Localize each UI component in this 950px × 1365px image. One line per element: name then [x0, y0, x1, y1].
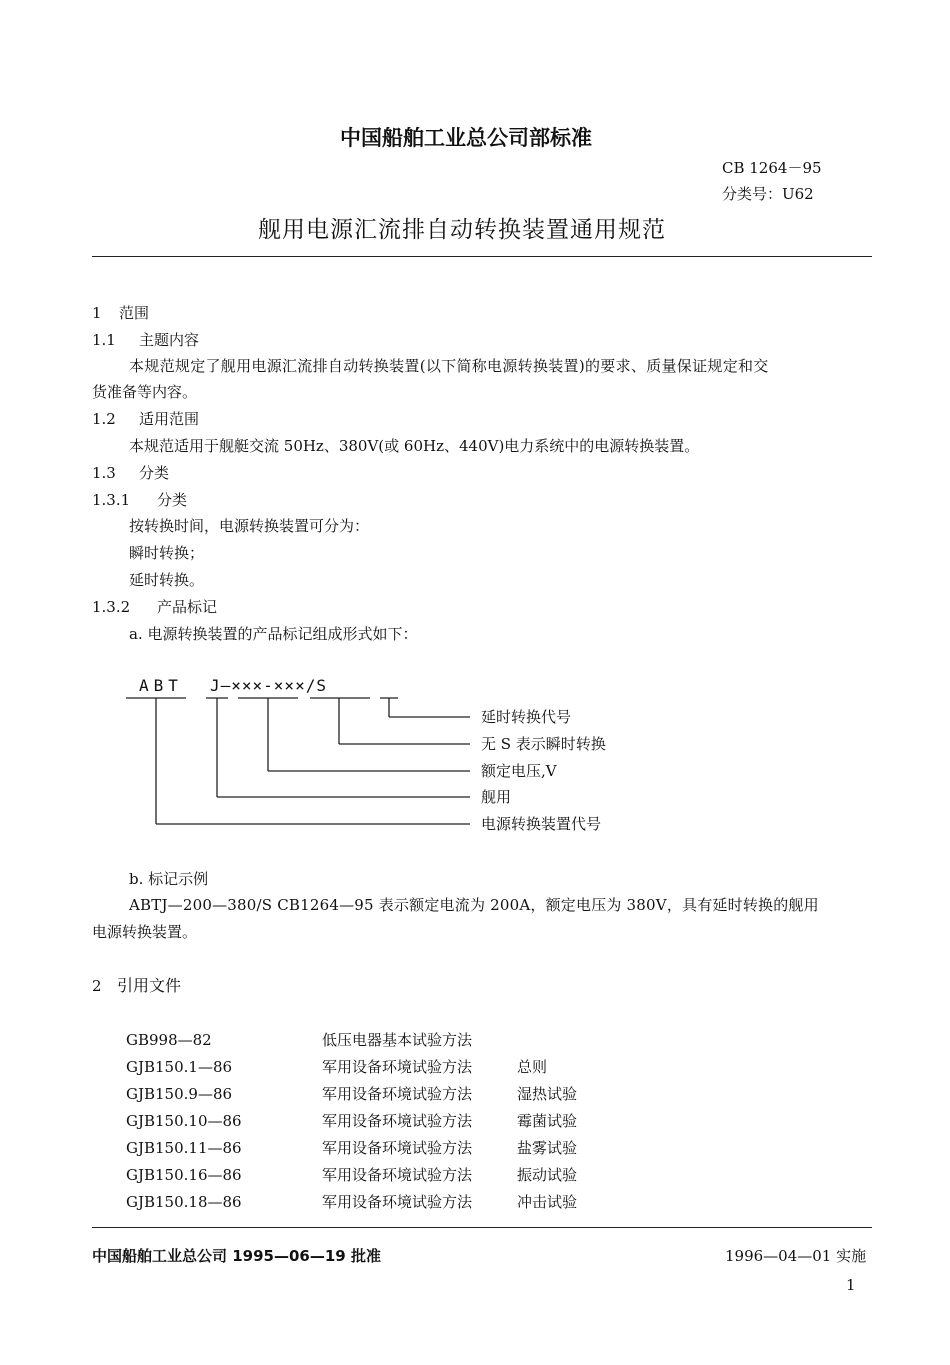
section-1-3-2-num: 1.3.2	[92, 598, 131, 616]
para-1-1-line2: 货准备等内容。	[92, 383, 198, 401]
ref-name: 军用设备环境试验方法	[322, 1112, 473, 1130]
org-title: 中国船舶工业总公司部标准	[340, 126, 592, 150]
document-title: 舰用电源汇流排自动转换装置通用规范	[258, 217, 666, 243]
para-1-1-line1: 本规范规定了舰用电源汇流排自动转换装置(以下简称电源转换装置)的要求、质量保证规定和交	[129, 357, 769, 375]
implementation-line: 1996—04—01 实施	[725, 1247, 867, 1265]
ref-part: 振动试验	[517, 1166, 578, 1184]
example-line2: 电源转换装置。	[92, 923, 198, 941]
section-1-num: 1	[92, 304, 102, 322]
ref-name: 军用设备环境试验方法	[322, 1193, 473, 1211]
section-1-2-title: 适用范围	[139, 410, 200, 428]
para-1-2: 本规范适用于舰艇交流 50Hz、380V(或 60Hz、440V)电力系统中的电源转换装置。	[129, 437, 700, 455]
ref-name: 低压电器基本试验方法	[322, 1031, 473, 1049]
ref-part: 霉菌试验	[517, 1112, 578, 1130]
label-rated-voltage: 额定电压,V	[481, 762, 557, 780]
ref-name: 军用设备环境试验方法	[322, 1058, 473, 1076]
approval-line: 中国船舶工业总公司 1995—06—19 批准	[92, 1247, 381, 1265]
ref-code: GJB150.9—86	[126, 1085, 233, 1103]
label-device-code: 电源转换装置代号	[481, 815, 602, 833]
para-1-3-1-line1: 按转换时间，电源转换装置可分为：	[129, 517, 370, 535]
example-heading: b. 标记示例	[129, 870, 209, 888]
example-line1: ABTJ—200—380/S CB1264—95 表示额定电流为 200A，额定电压为 380V，具有延时转换的舰用	[129, 896, 819, 914]
ref-code: GJB150.1—86	[126, 1058, 233, 1076]
para-1-3-1-line2: 瞬时转换；	[129, 544, 205, 562]
section-1-1-title: 主题内容	[139, 331, 200, 349]
ref-name: 军用设备环境试验方法	[322, 1139, 473, 1157]
section-1-3-num: 1.3	[92, 464, 116, 482]
section-1-3-title: 分类	[139, 464, 170, 482]
code-abt: ABT	[139, 676, 183, 695]
ref-name: 军用设备环境试验方法	[322, 1085, 473, 1103]
label-delay-code: 延时转换代号	[481, 708, 572, 726]
section-1-3-1-num: 1.3.1	[92, 491, 131, 509]
ref-code: GJB150.16—86	[126, 1166, 242, 1184]
ref-part: 冲击试验	[517, 1193, 578, 1211]
section-1-3-1-title: 分类	[157, 491, 188, 509]
label-naval: 舰用	[481, 788, 512, 806]
section-1-1-num: 1.1	[92, 331, 116, 349]
para-1-3-2-a: a. 电源转换装置的产品标记组成形式如下：	[129, 625, 418, 643]
ref-part: 总则	[517, 1058, 548, 1076]
ref-code: GJB150.10—86	[126, 1112, 242, 1130]
footer-rule	[92, 1227, 872, 1228]
label-no-s-instant: 无 S 表示瞬时转换	[481, 735, 606, 753]
section-2-title: 引用文件	[117, 976, 182, 995]
para-1-3-1-line3: 延时转换。	[129, 571, 205, 589]
page-number: 1	[846, 1276, 856, 1294]
ref-part: 湿热试验	[517, 1085, 578, 1103]
section-1-2-num: 1.2	[92, 410, 116, 428]
ref-part: 盐雾试验	[517, 1139, 578, 1157]
standard-number: CB 1264－95	[722, 159, 822, 177]
section-1-3-2-title: 产品标记	[157, 598, 218, 616]
code-rest: J—×××-×××/S	[210, 676, 327, 695]
ref-name: 军用设备环境试验方法	[322, 1166, 473, 1184]
section-2-num: 2	[92, 977, 102, 995]
ref-code: GJB150.18—86	[126, 1193, 242, 1211]
ref-code: GJB150.11—86	[126, 1139, 242, 1157]
classification-number: 分类号：U62	[722, 185, 814, 203]
section-1-title: 范围	[119, 304, 150, 322]
ref-code: GB998—82	[126, 1031, 212, 1049]
